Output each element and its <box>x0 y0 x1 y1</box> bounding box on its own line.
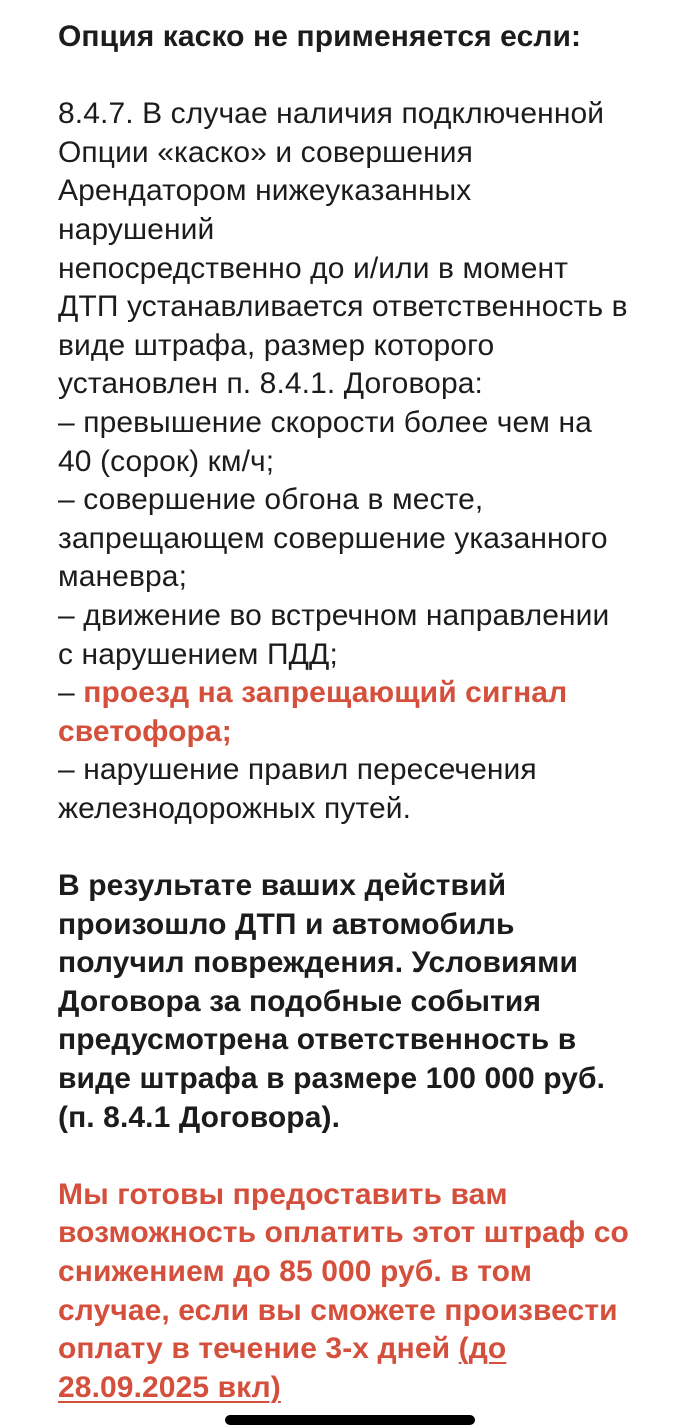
clause-line: – нарушение правил пересечения <box>58 753 537 787</box>
clause-line: ДТП устанавливается ответственность в <box>58 290 628 324</box>
result-line: Договора за подобные события <box>58 984 542 1018</box>
offer-line: Мы готовы предоставить вам <box>58 1177 508 1211</box>
paragraph-gap <box>58 1137 688 1176</box>
offer-line <box>58 1330 688 1369</box>
highlight-line <box>58 674 688 713</box>
offer-deadline-link[interactable]: 28.09.2025 вкл) <box>58 1370 281 1404</box>
result-line: виде штрафа в размере 100 000 руб. <box>58 1062 606 1096</box>
result-line: произошло ДТП и автомобиль <box>58 907 515 941</box>
clause-line: виде штрафа, размер которого <box>58 328 495 362</box>
clause-line: непосредственно до и/или в момент <box>58 251 569 285</box>
result-line: В результате ваших действий <box>58 869 507 903</box>
clause-line: Арендатором нижеуказанных <box>58 174 472 208</box>
clause-line: Опции «каско» и совершения <box>58 135 473 169</box>
highlighted-violation: проезд на запрещающий сигнал <box>83 676 568 710</box>
offer-line: возможность оплатить этот штраф со <box>58 1216 629 1250</box>
message-body <box>58 18 688 1407</box>
offer-line: случае, если вы сможете произвести <box>58 1293 618 1327</box>
offer-paragraph <box>58 1176 688 1408</box>
clause-line: установлен п. 8.4.1. Договора: <box>58 367 483 401</box>
dash-prefix: – <box>58 676 84 710</box>
result-line: предусмотрена ответственность в <box>58 1023 577 1057</box>
result-line: (п. 8.4.1 Договора). <box>58 1100 341 1134</box>
offer-line-text: оплату в течение 3-х дней (до <box>58 1332 507 1366</box>
clause-line: нарушений <box>58 212 215 246</box>
heading-kasko-option: Опция каско не применяется если: <box>58 20 582 53</box>
paragraph-gap <box>58 828 688 867</box>
clause-line: с нарушением ПДД; <box>58 637 338 671</box>
clause-line: – совершение обгона в месте, <box>58 483 484 517</box>
clause-line: – превышение скорости более чем на <box>58 405 592 439</box>
paragraph-gap <box>58 57 688 96</box>
home-indicator[interactable] <box>225 1415 475 1425</box>
clause-line: железнодорожных путей. <box>58 791 412 825</box>
clause-line: 40 (сорок) км/ч; <box>58 444 275 478</box>
clause-line: маневра; <box>58 560 188 594</box>
result-paragraph <box>58 867 688 1137</box>
offer-line: снижением до 85 000 руб. в том <box>58 1255 532 1288</box>
clause-line: запрещающем совершение указанного <box>58 521 608 555</box>
highlighted-violation-cont: светофора; <box>58 714 232 748</box>
clause-line: – движение во встречном направлении <box>58 598 610 632</box>
clause-line: 8.4.7. В случае наличия подключенной <box>58 97 605 131</box>
result-line: получил повреждения. Условиями <box>58 946 579 980</box>
clause-paragraph <box>58 95 688 828</box>
